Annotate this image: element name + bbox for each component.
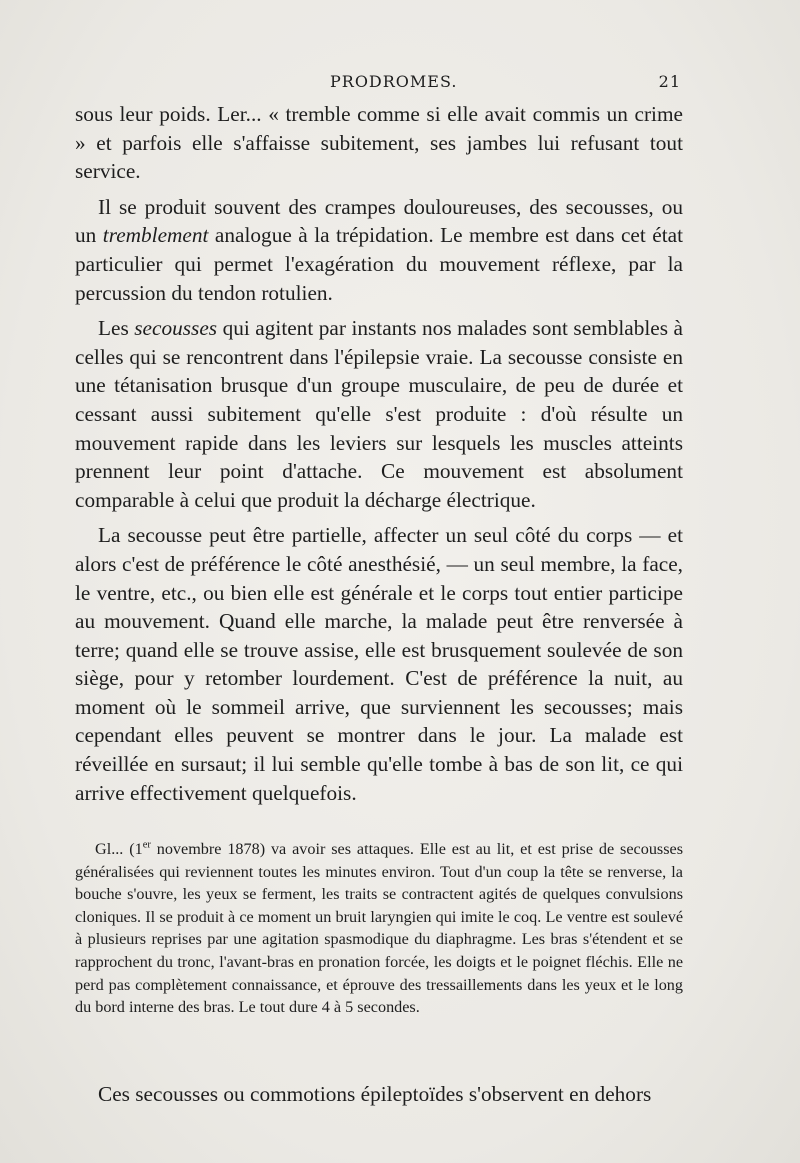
paragraph-3-start: Les xyxy=(98,316,135,341)
page-number: 21 xyxy=(658,72,681,91)
page-header xyxy=(75,70,685,96)
closing-paragraph: Ces secousses ou commotions épileptoïdes s'observent en dehors xyxy=(98,1082,652,1106)
case-note-paragraph xyxy=(75,838,683,1019)
paragraph-2 xyxy=(75,193,683,307)
paragraph-3-end: qui agitent par instants nos malades sont semblables à celles qui se rencontrent dans l'épilepsie vraie. La secousse consiste en une tétanisation brusque d'un groupe musculaire, de peu de durée et cessant aussi subitement qu'elle s'est produite : d'où résulte un mouvement rapide dans les leviers sur lesquels les muscles atteints prennent leur point d'attache. Ce mouvement est absolument comparable à celui que produit la décharge électrique. xyxy=(75,316,683,512)
running-title: PRODROMES. xyxy=(330,72,458,91)
paragraph-1: sous leur poids. Ler... « tremble comme si elle avait commis un crime » et parfois elle s'affaisse subitement, ses jambes lui refusant tout service. xyxy=(75,102,683,184)
case-note-superscript: er xyxy=(142,839,151,851)
emphasis-tremblement: tremblement xyxy=(102,223,209,248)
paragraph-2-start: Il se produit souvent des crampes douloureuses, des secousses, ou un xyxy=(75,194,683,248)
case-note-prefix: Gl... (1 xyxy=(95,840,143,858)
case-note-text: novembre 1878) va avoir ses attaques. Elle est au lit, et est prise de secousses généralisées qui reviennent toutes les minutes environ. Tout d'un coup la tête se renverse, la bouche s'ouvre, les yeux se ferment, les traits se contractent agités de quelques convulsions cloniques. Il se produit à ce moment un bruit laryngien qui imite le coq. Le ventre est soulevé à plusieurs reprises par une agitation spasmodique du diaphragme. Les bras s'étendent et se rapprochent du tronc, l'avant-bras en pronation forcée, les doigts et le poignet fléchis. Elle ne perd pas complètement connaissance, et éprouve des tressaillements dans les yeux et le long du bord interne des bras. Le tout dure 4 à 5 secondes. xyxy=(75,840,683,1017)
paragraph-3 xyxy=(75,314,683,514)
closing-text xyxy=(75,1080,683,1109)
body-text xyxy=(75,100,683,814)
paragraph-2-end: analogue à la trépidation. Le membre est dans cet état particulier qui permet l'exagération du mouvement réflexe, par la percussion du tendon rotulien. xyxy=(75,223,683,305)
emphasis-secousses: secousses xyxy=(134,316,218,341)
case-note xyxy=(75,838,683,1019)
paragraph-4: La secousse peut être partielle, affecter un seul côté du corps — et alors c'est de préférence le côté anesthésié, — un seul membre, la face, le ventre, etc., ou bien elle est générale et le corps tout entier participe au mouvement. Quand elle marche, la malade peut être renversée à terre; quand elle se trouve assise, elle est brusquement soulevée de son siège, pour y retomber lourdement. C'est de préférence la nuit, au moment où le sommeil arrive, que surviennent les secousses; mais cependant elles peuvent se montrer dans le jour. La malade est réveillée en sursaut; il lui semble qu'elle tombe à bas de son lit, ce qui arrive effectivement quelquefois. xyxy=(75,523,683,805)
